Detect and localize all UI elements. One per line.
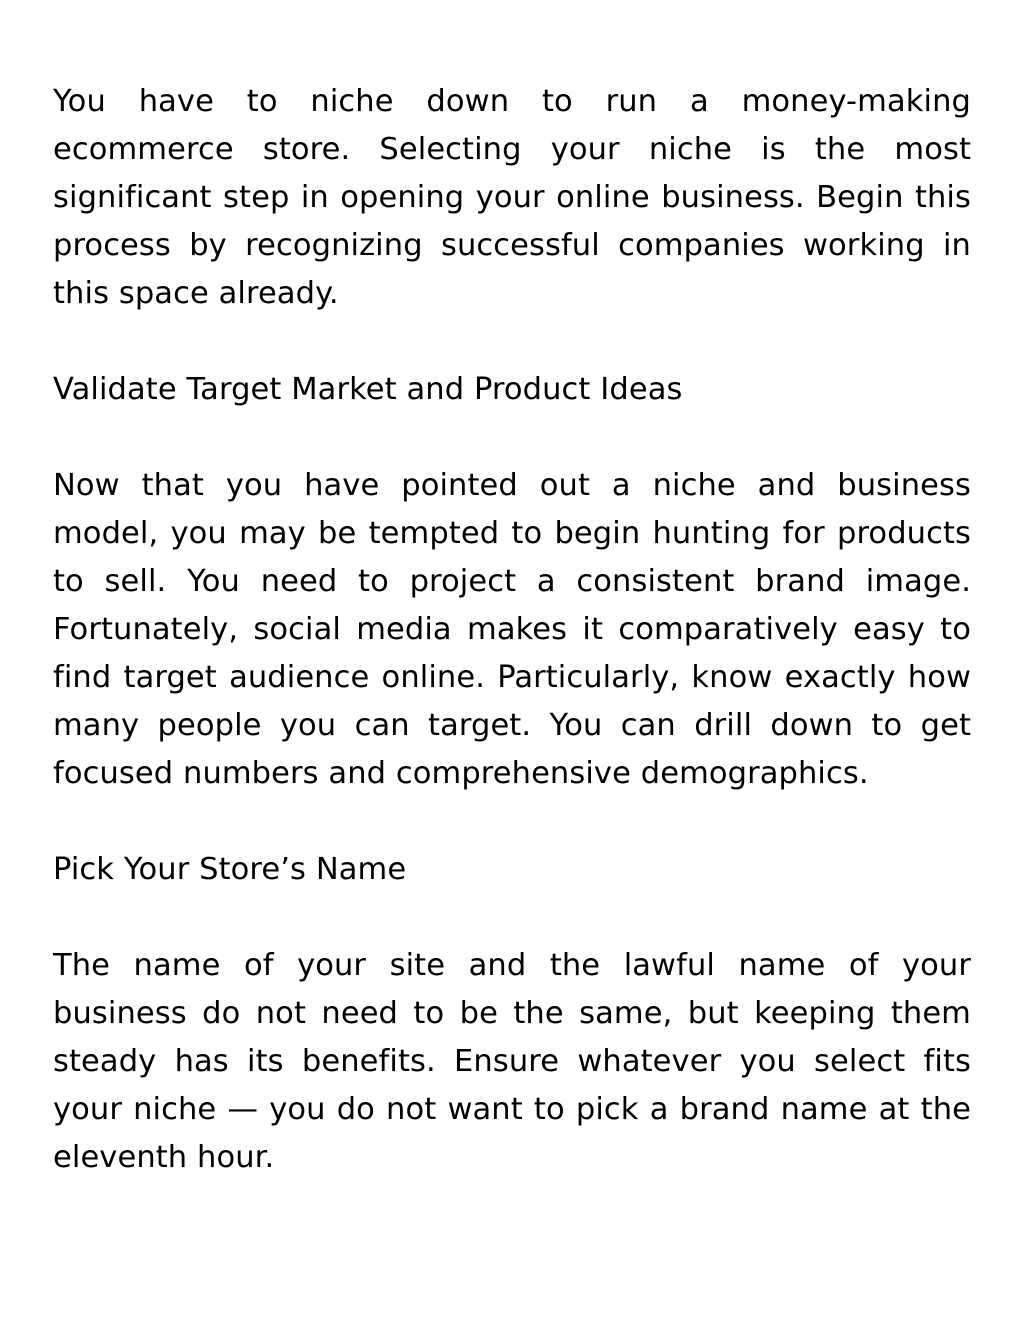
section-heading-validate-market: Validate Target Market and Product Ideas [53,372,683,407]
section-heading-store-name: Pick Your Store’s Name [53,852,407,887]
intro-paragraph: You have to niche down to run a money-making ecommerce store. Selecting your niche is the most significant step in opening your online business. Begin this process by recognizing successful companies working in this space already. [53,84,971,311]
store-name-paragraph: The name of your site and the lawful name of your business do not need to be the same, but keeping them steady has its benefits. Ensure whatever you select fits your niche — you do not want to pick a brand name at the eleventh hour. [53,948,971,1175]
document-page [53,78,971,1230]
validate-market-paragraph: Now that you have pointed out a niche and business model, you may be tempted to begin hunting for products to sell. You need to project a consistent brand image. Fortunately, social media makes it comparatively easy to find target audience online. Particularly, know exactly how many people you can target. You can drill down to get focused numbers and comprehensive demographics. [53,468,971,791]
